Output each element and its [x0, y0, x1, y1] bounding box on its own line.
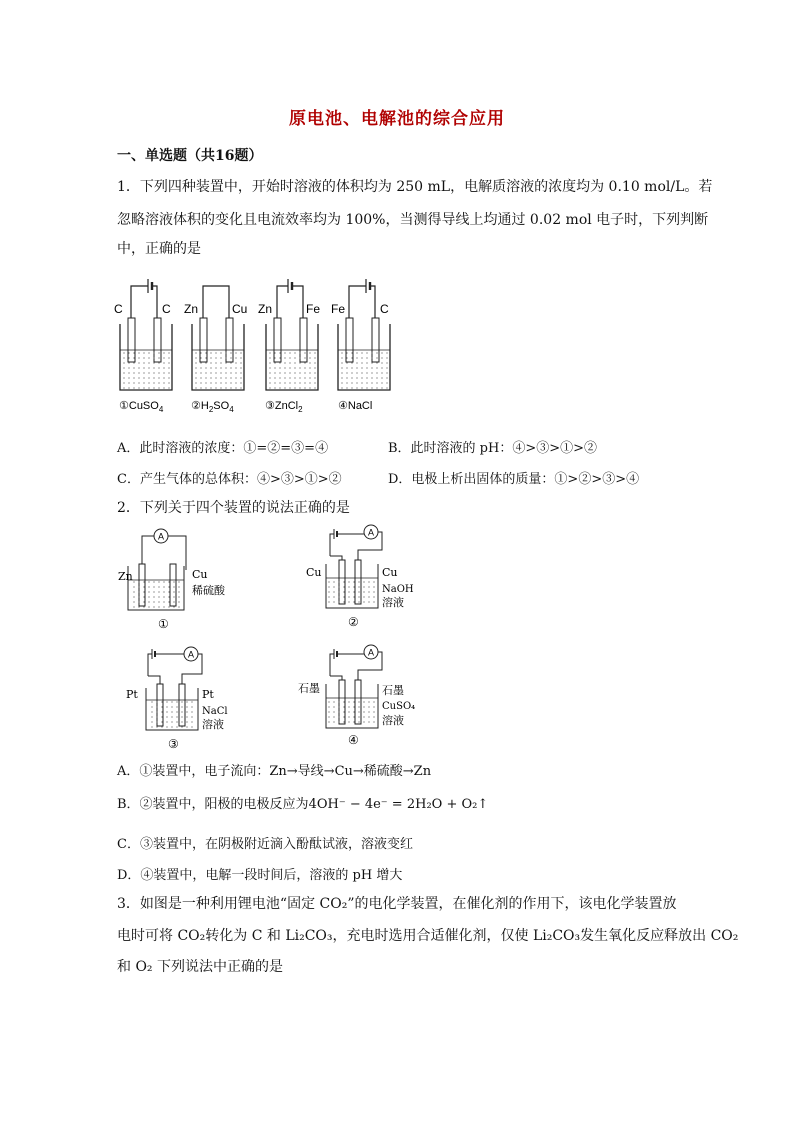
q1-cell-1-sol: CuSO	[128, 400, 159, 412]
q1-cell-3-sub: 2	[298, 405, 303, 414]
section-heading: 一、单选题（共16题）	[117, 148, 263, 164]
q1-stem-line2: 忽略溶液体积的变化且电流效率均为 100%，当测得导线上均通过 0.02 mol 电子时，下列判断	[117, 212, 709, 228]
q1-option-d[interactable]: D．电极上析出固体的质量：①>②>③>④	[388, 472, 640, 487]
q1-cell-2-left-label: Zn	[184, 302, 199, 316]
q1-option-b[interactable]: B．此时溶液的 pH：④>③>①>②	[388, 441, 598, 456]
svg-text:②H2SO4	[191, 400, 234, 414]
q1-cell-3	[258, 279, 320, 414]
q1-cell-1-right-label: C	[162, 302, 171, 316]
q2-d3-solution-2: 溶液	[202, 718, 224, 731]
q1-cell-2-tail: SO	[213, 400, 230, 412]
svg-text:④NaCl	[338, 400, 372, 412]
q2-d4-number: ④	[348, 733, 359, 747]
q2-d1-solution: 稀硫酸	[192, 584, 225, 597]
q3-stem-line1: 3．如图是一种利用锂电池“固定 CO₂”的电化学装置，在催化剂的作用下，该电化学装置放	[117, 896, 677, 912]
svg-text:①CuSO4	[119, 400, 164, 414]
q2-d2-solution-1: NaOH	[382, 584, 414, 595]
q2-option-a[interactable]: A．①装置中，电子流向：Zn→导线→Cu→稀硫酸→Zn	[117, 764, 432, 779]
q2-option-b[interactable]	[117, 793, 488, 812]
q2-d1-right-label: Cu	[192, 568, 208, 581]
q1-cell-3-sol: ZnCl	[274, 400, 299, 412]
q1-stem-line1: 1．下列四种装置中，开始时溶液的体积均为 250 mL，电解质溶液的浓度均为 0.10 mol/L。若	[117, 179, 713, 195]
q1-cell-1	[114, 279, 172, 414]
q1-cell-1-num: ①	[119, 400, 129, 412]
q1-cell-2-right-label: Cu	[232, 302, 248, 316]
q2-device-1	[118, 529, 226, 631]
q2-d4-ammeter-icon: A	[367, 647, 375, 658]
q2-d4-solution-2: 溶液	[382, 714, 404, 727]
q2-device-2	[306, 525, 414, 629]
q1-cell-3-left-label: Zn	[258, 302, 273, 316]
q2-d2-right-label: Cu	[382, 566, 398, 579]
q2-option-c[interactable]: C．③装置中，在阴极附近滴入酚酞试液，溶液变红	[117, 837, 413, 852]
q2-d4-solution-1: CuSO₄	[382, 701, 416, 712]
q2-option-b-text: B．②装置中，阳极的电极反应为	[117, 797, 309, 812]
q2-d4-right-label: 石墨	[382, 684, 404, 697]
q2-d3-left-label: Pt	[126, 688, 138, 701]
q1-cell-1-sub: 4	[158, 405, 164, 414]
q2-d2-left-label: Cu	[306, 566, 322, 579]
q2-d4-left-label: 石墨	[298, 682, 320, 695]
q2-option-d[interactable]: D．④装置中，电解一段时间后，溶液的 pH 增大	[117, 868, 403, 883]
q1-cell-4-left-label: Fe	[331, 302, 346, 316]
q1-cell-2-sub: 2	[208, 405, 214, 414]
q2-d2-number: ②	[348, 615, 359, 629]
q2-d3-number: ③	[168, 737, 179, 751]
q1-cell-1-left-label: C	[114, 302, 123, 316]
q3-stem-line3: 和 O₂ 下列说法中正确的是	[117, 959, 283, 975]
q2-option-b-equation: 4OH⁻ − 4e⁻ = 2H₂O + O₂↑	[308, 797, 489, 812]
q2-d3-ammeter-icon: A	[187, 649, 195, 660]
q3-stem-line2: 电时可将 CO₂转化为 C 和 Li₂CO₃，充电时选用合适催化剂，仅使 Li₂CO₃发生氧化反应释放出 CO₂	[117, 928, 739, 944]
q1-cell-2	[184, 286, 247, 414]
q1-cell-2-sub2: 4	[229, 405, 234, 414]
q1-cell-3-right-label: Fe	[306, 302, 321, 316]
q2-d1-left-label: Zn	[118, 570, 133, 583]
q1-stem-line3: 中，正确的是	[117, 241, 201, 257]
q1-figure	[112, 276, 402, 416]
q1-option-c[interactable]: C．产生气体的总体积：④>③>①>②	[117, 472, 342, 487]
q2-figure	[112, 520, 422, 752]
q2-device-4	[298, 645, 415, 747]
q2-d1-number: ①	[158, 617, 169, 631]
q1-cell-4-num: ④	[338, 400, 348, 412]
q1-cell-4	[331, 279, 390, 412]
q2-d1-ammeter-icon: A	[157, 531, 165, 542]
page-title: 原电池、电解池的综合应用	[289, 109, 505, 129]
q2-d3-solution-1: NaCl	[202, 706, 228, 717]
q2-device-3	[126, 647, 228, 751]
svg-text:③ZnCl2	[265, 400, 303, 414]
q2-d3-right-label: Pt	[202, 688, 214, 701]
q2-d2-solution-2: 溶液	[382, 596, 404, 609]
q2-d2-ammeter-icon: A	[367, 527, 375, 538]
q1-cell-2-num: ②	[191, 400, 201, 412]
q2-stem: 2．下列关于四个装置的说法正确的是	[117, 500, 350, 516]
q1-cell-4-sol: NaCl	[347, 400, 373, 412]
q1-cell-4-right-label: C	[380, 302, 389, 316]
q1-option-a[interactable]: A．此时溶液的浓度：①=②=③=④	[117, 441, 329, 456]
q1-cell-2-sol: H	[200, 400, 209, 412]
q1-cell-3-num: ③	[265, 400, 275, 412]
